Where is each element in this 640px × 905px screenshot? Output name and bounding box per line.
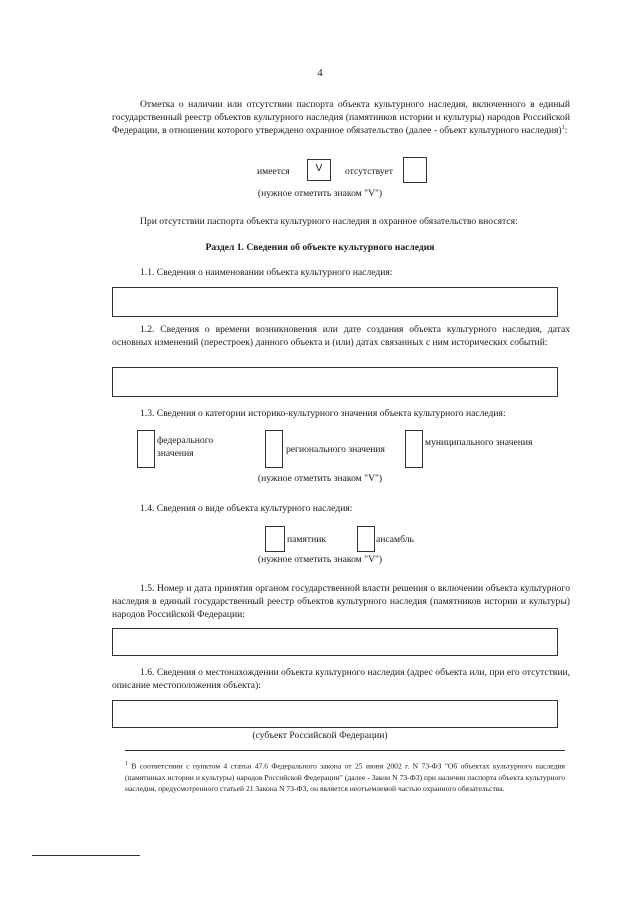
section-title: Раздел 1. Сведения об объекте культурного наследия — [205, 242, 435, 253]
category-hint: (нужное отметить знаком "V") — [257, 473, 383, 484]
passport-hint: (нужное отметить знаком "V") — [257, 188, 383, 199]
kind-monument-label: памятник — [287, 534, 326, 545]
footnote-number: 1 — [125, 761, 128, 767]
item-1-4: 1.4. Сведения о виде объекта культурного наследия: — [140, 503, 353, 514]
category-regional-label: регионального значения — [286, 444, 385, 455]
passport-absent-checkbox[interactable] — [403, 157, 427, 183]
kind-ensemble-checkbox[interactable] — [357, 526, 375, 552]
absence-note: При отсутствии паспорта объекта культурного наследия в охранное обязательство вносятся: — [140, 216, 518, 227]
category-federal-label: федерального значения — [157, 435, 214, 460]
item-1-2: 1.2. Сведения о времени возникновения или дате создания объекта культурного наследия, датах основных изменений (перестроек) данного объекта и (или) датах связанных с ним исторических событий: — [112, 324, 570, 349]
page-bottom-rule — [32, 855, 140, 856]
category-municipal-label: муниципального значения — [425, 437, 533, 448]
registry-decision-field[interactable] — [112, 628, 558, 656]
location-field[interactable] — [112, 700, 558, 728]
footnote-divider — [125, 750, 565, 751]
intro-paragraph: Отметка о наличии или отсутствии паспорта объекта культурного наследия, включенного в единый государственный реестр объектов культурного наследия (памятников истории и культуры) народов Российской Федерации, в отношении которого утверждено охранное обязательство (далее - объект культурного наследия)$^1$: — [112, 99, 570, 137]
passport-present-checkbox[interactable]: V — [307, 159, 331, 181]
footnote — [125, 760, 565, 794]
category-municipal-checkbox[interactable] — [405, 430, 423, 468]
page-number: 4 — [317, 68, 323, 79]
item-1-1: 1.1. Сведения о наименовании объекта культурного наследия: — [140, 267, 393, 278]
dates-field[interactable] — [112, 367, 558, 397]
footnote-ref: 1 — [561, 125, 565, 132]
passport-present-label: имеется — [257, 166, 290, 177]
item-1-3: 1.3. Сведения о категории историко-культурного значения объекта культурного наследия: — [140, 408, 506, 419]
footnote-text: В соответствии с пунктом 4 статьи 47.6 Федерального закона от 25 июня 2002 г. N 73-ФЗ "Об объектах культурного наследия (памятниках истории и культуры) народов Российской Федерации" (далее - Закон N 73-ФЗ) при наличии паспорта объекта культурного наследия, предусмотренного статьей 21 Закона N 73-ФЗ, он является неотъемлемой частью охранного обязательства. — [125, 761, 565, 793]
passport-absent-label: отсутствует — [345, 166, 393, 177]
kind-ensemble-label: ансамбль — [376, 534, 414, 545]
kind-hint: (нужное отметить знаком "V") — [257, 554, 383, 565]
item-1-5: 1.5. Номер и дата принятия органом государственной власти решения о включении объекта культурного наследия в единый государственный реестр объектов культурного наследия (памятников истории и культуры) народов Российской Федерации: — [112, 583, 570, 621]
category-federal-checkbox[interactable] — [137, 430, 155, 468]
name-field[interactable] — [112, 287, 558, 317]
intro-text: Отметка о наличии или отсутствии паспорта объекта культурного наследия, включенного в единый государственный реестр объектов культурного наследия (памятников истории и культуры) народов Российской Федерации, в отношении которого утверждено охранное обязательство (далее - объект культурного наследия) — [112, 99, 570, 137]
item-1-6: 1.6. Сведения о местонахождении объекта культурного наследия (адрес объекта или, при его отсутствии, описание местоположения объекта): — [112, 667, 570, 692]
category-regional-checkbox[interactable] — [265, 430, 283, 468]
subject-caption: (субъект Российской Федерации) — [252, 730, 388, 741]
kind-monument-checkbox[interactable] — [265, 526, 285, 552]
